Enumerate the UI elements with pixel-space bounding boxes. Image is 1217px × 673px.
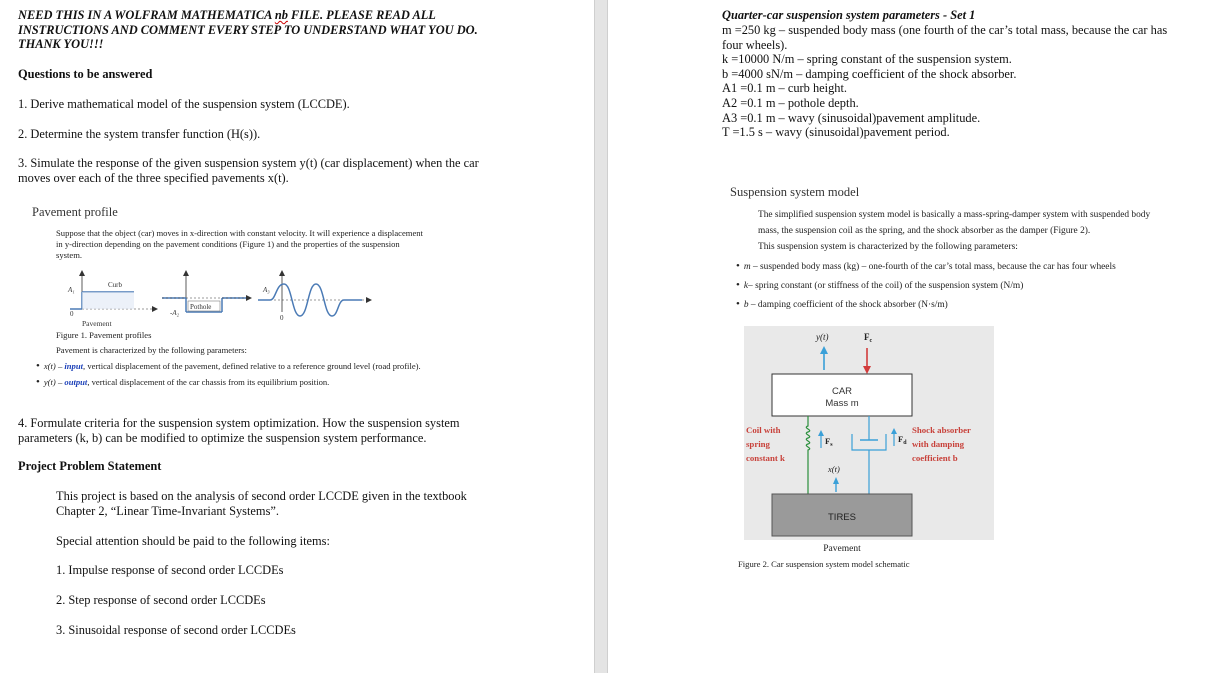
curb-profile [67, 270, 158, 318]
zero-label-2: 0 [280, 314, 284, 322]
project-description: This project is based on the analysis of second order LCCDE given in the textbook Chapter 2, “Linear Time-Invariant Systems”. [56, 489, 467, 518]
coil-label-2: spring [746, 439, 770, 449]
shock-label-3: coefficient b [912, 453, 958, 463]
right-page [608, 0, 1217, 673]
page-gutter [594, 0, 608, 673]
figure-2-caption: Figure 2. Car suspension system model schematic [738, 559, 910, 569]
params-list [722, 23, 1212, 140]
coil-label-1: Coil with [746, 425, 781, 435]
figure-1-caption: Figure 1. Pavement profiles [56, 330, 152, 340]
param-line: m =250 kg – suspended body mass (one fourth of the car’s total mass, because the car has [722, 23, 1168, 37]
project-title: Project Problem Statement [18, 459, 162, 473]
coil-label-3: constant k [746, 453, 785, 463]
pavement-heading: Pavement profile [32, 205, 118, 219]
zero-label-1: 0 [70, 310, 74, 318]
wavy-profile [258, 270, 372, 322]
param-line: A1 =0.1 m – curb height. [722, 81, 848, 96]
model-bullet-b: • b – damping coefficient of the shock absorber (N·s/m) [736, 298, 948, 310]
shock-label-2: with damping [912, 439, 965, 449]
model-bullets [736, 257, 1214, 314]
input-keyword: input [64, 361, 84, 371]
item-2: 2. Step response of second order LCCDEs [56, 593, 266, 607]
car-label: CAR [831, 386, 853, 397]
pavement-bullet-x: • x(t) – input, vertical displacement of the pavement, defined relative to a reference ground level (road profile). [36, 360, 421, 372]
curb-label: Curb [108, 281, 122, 289]
header-line-2: INSTRUCTIONS AND COMMENT EVERY STEP TO UNDERSTAND WHAT YOU DO. [18, 22, 478, 37]
pavement-description: Suppose that the object (car) moves in x-direction with constant velocity. It will experience a displacement in y-direction depending on the pavement conditions (Figure 1) and the properties of the suspension system. [56, 228, 423, 260]
param-line: A3 =0.1 m – wavy (sinusoidal)pavement amplitude. [722, 110, 981, 125]
pavement-bullet-y: • y(t) – output, vertical displacement of the car chassis from its equilibrium position. [36, 376, 330, 388]
a2-label: -A₂ [170, 309, 180, 317]
question-1: 1. Derive mathematical model of the suspension system (LCCDE). [18, 97, 350, 111]
fd-label: $F_d$ [898, 434, 907, 446]
output-keyword: output [64, 377, 88, 387]
fc-label: $F_c$ [864, 332, 873, 344]
mass-label: Mass m [825, 398, 859, 409]
model-description: The simplified suspension system model is basically a mass-spring-damper system with suspended body mass, the suspension coil as the spring, and the shock absorber as the damper (Figure 2). This suspension system is characterized by the following parameters: [758, 210, 1151, 252]
pavement-axis-label: Pavement [82, 319, 112, 328]
pothole-label: Pothole [190, 303, 212, 311]
pavement-characterized: Pavement is characterized by the following parameters: [56, 345, 247, 355]
model-bullet-m: • m – suspended body mass (kg) – one-fourth of the car’s total mass, because the car has four wheels [736, 260, 1116, 272]
question-4: 4. Formulate criteria for the suspension system optimization. How the suspension system parameters (k, b) can be modified to optimize the suspension system performance. [18, 416, 460, 445]
left-page [0, 0, 594, 673]
bullet-dot: • [36, 376, 40, 388]
model-heading: Suspension system model [730, 185, 860, 199]
a1-label: A₁ [68, 286, 75, 294]
question-3: 3. Simulate the response of the given suspension system y(t) (car displacement) when the car moves over each of the three specified pavements x(t). [18, 156, 479, 185]
item-3: 3. Sinusoidal response of second order LCCDEs [56, 623, 296, 637]
shock-label-1: Shock absorber [912, 425, 971, 435]
param-line: T =1.5 s – wavy (sinusoidal)pavement period. [722, 125, 950, 140]
param-line: four wheels). [722, 37, 788, 52]
model-bullet-k: • k– spring constant (or stiffness of the coil) of the suspension system (N/m) [736, 279, 1024, 291]
suspension-diagram [736, 322, 1004, 560]
pothole-profile [162, 270, 252, 317]
special-attention: Special attention should be paid to the following items: [56, 534, 330, 548]
question-2: 2. Determine the system transfer function (H(s)). [18, 127, 261, 141]
fs-label: $F_s$ [825, 436, 833, 448]
param-line: k =10000 N/m – spring constant of the suspension system. [722, 52, 1012, 67]
header-line-1: NEED THIS IN A WOLFRAM MATHEMATICA nb FILE. PLEASE READ ALL [18, 8, 436, 22]
nb-misspelled: nb [274, 8, 288, 22]
request-header [18, 8, 578, 52]
questions-title: Questions to be answered [18, 67, 153, 81]
bullet-dot: • [36, 360, 40, 372]
yt-label: y(t) [816, 332, 829, 342]
param-line: A2 =0.1 m – pothole depth. [722, 95, 859, 110]
diagram-pavement-label: Pavement [823, 544, 861, 554]
tires-label: TIRES [828, 512, 856, 523]
xt-label: x(t) [828, 464, 840, 474]
header-line-3: THANK YOU!!! [18, 37, 104, 52]
item-1: 1. Impulse response of second order LCCDEs [56, 563, 284, 577]
a3-label: A₃ [263, 286, 270, 294]
param-line: b =4000 sN/m – damping coefficient of the shock absorber. [722, 66, 1017, 81]
params-title: Quarter-car suspension system parameters - Set 1 [722, 8, 976, 22]
